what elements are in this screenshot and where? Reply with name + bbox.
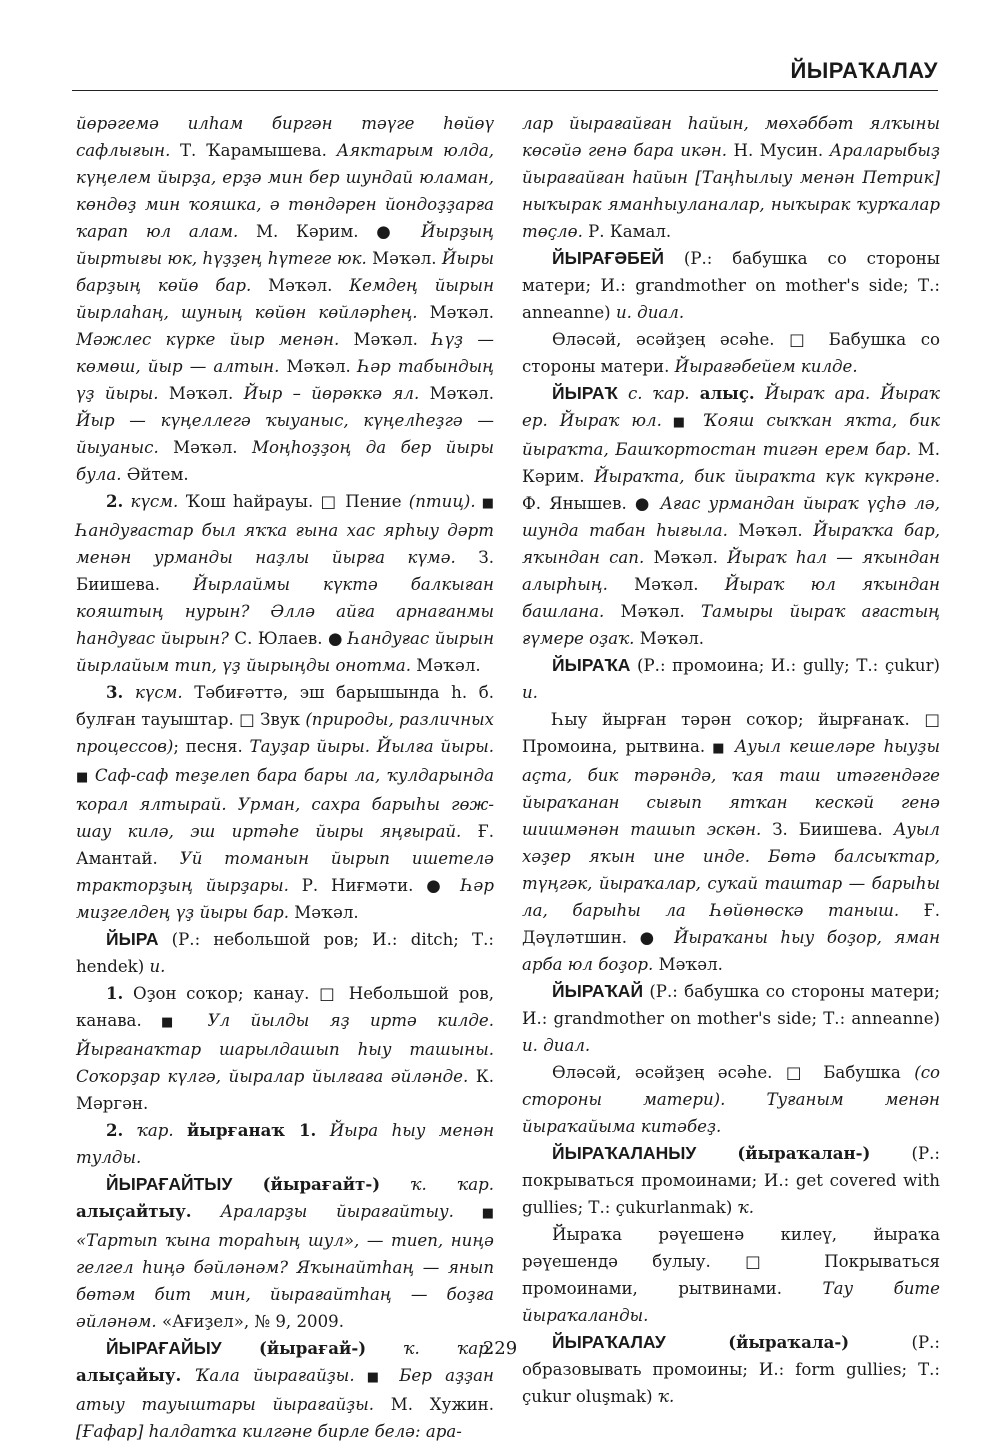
entry-text: Араларыбыҙ йырағайған һайын [Таңһылыу менән Петрик] ныҡырак яманһыуланалар, ныҡырак ҡурҡалар төҫлө.: [522, 141, 940, 241]
entry-text: күсм.: [134, 683, 183, 702]
entry-text: Моңһоҙҙоң да бер йыры була.: [76, 438, 494, 484]
entry-text: Ғ. Дәүләтшин. ●: [522, 901, 940, 947]
entry-text: Тауҙар йыры. Йылға йыры.: [249, 737, 494, 756]
entry-text: Тәбиғәттә, эш барышында һ. б. булған тауыштар. □ Звук: [76, 683, 494, 729]
entry-text: 2.: [106, 1120, 124, 1140]
entry-text: Йыраҡ юл яҡындан башлана.: [522, 575, 940, 621]
entry-text: Мәҡәл.: [411, 656, 481, 675]
entry-text: Йыраҡҡа бар, яҡындан сап.: [522, 521, 940, 567]
entry-text: (йырағай-): [258, 1338, 367, 1358]
entry-text: Мәҡәл.: [366, 249, 442, 268]
entry-text: Йыр – йөрәккә ял.: [243, 384, 420, 403]
headword: ЙЫРАҒӘБЕЙ: [552, 248, 664, 268]
headword: ЙЫРА: [106, 929, 159, 949]
entry-text: Өләсәй, әсәйҙең әсәһе. □ Бабушка со стороны матери.: [522, 330, 940, 376]
entry-text: Мәҡәл.: [158, 438, 252, 457]
entry-text: алыҫ.: [699, 383, 755, 403]
entry-text: Мәҡәл.: [339, 330, 433, 349]
dictionary-entry: [522, 978, 940, 1059]
entry-text: [690, 384, 700, 403]
dictionary-entry: [522, 110, 940, 245]
headword: ЙЫРАҠА: [552, 655, 631, 675]
entry-text: Һәр табындың үҙ йыры.: [76, 357, 494, 403]
entry-text: Р. Ниғмәти. ●: [288, 876, 462, 895]
headword: ЙЫРАҠАЙ: [552, 981, 644, 1001]
entry-text: Мәҡәл.: [419, 384, 494, 403]
entry-text: Ҡала йырағайҙы.: [194, 1366, 355, 1385]
entry-text: (природы, различных процессов): [76, 710, 495, 756]
headword: ЙЫРАҠ: [552, 383, 618, 403]
entry-text: Мәҡәл.: [417, 303, 494, 322]
entry-text: Йыраҡаны һыу боҙор, яман арба юл боҙор.: [522, 928, 941, 974]
entry-text: [192, 1202, 221, 1221]
example-marker: ■: [76, 770, 95, 785]
dictionary-entry: [522, 1221, 940, 1329]
entry-text: Йырлаймы күктә балкыған кояштың нурын? Әллә айға арнағанмы һандуғас йырын?: [76, 575, 494, 648]
entry-text: [316, 1121, 329, 1140]
entry-text: Мәҡәл.: [607, 575, 725, 594]
entry-text: Мәҡәл.: [727, 521, 814, 540]
header-rule: [72, 90, 938, 91]
entry-text: [755, 384, 765, 403]
entry-text: Һыу йырған тәрән соҡор; йырғанаҡ. □ Промоина, рытвина.: [522, 710, 940, 756]
entry-text: Йыры барҙың көйө бар.: [76, 249, 494, 295]
entry-text: Ҡош һайрауы. □ Пение: [178, 492, 409, 511]
entry-text: ҡ. ҡар.: [410, 1175, 494, 1194]
entry-text: Араларҙы йырағайтыу.: [220, 1202, 454, 1221]
entry-text: К. Мәргән.: [76, 1067, 494, 1113]
entry-text: Ғ. Амантай.: [76, 822, 494, 868]
entry-text: Уй томанын йырып ишетелә тракторҙың йырҙары.: [76, 849, 494, 895]
entry-text: Йыраҡ һал — яҡындан алырһың.: [522, 548, 940, 594]
entry-text: [123, 492, 130, 511]
entry-text: Т. Ҡарамышева.: [170, 141, 337, 160]
entry-text: М. Хужин.: [374, 1395, 494, 1414]
entry-text: Н. Мусин.: [727, 141, 830, 160]
entry-text: с. ҡар.: [627, 384, 690, 403]
entry-text: Йыр — күңеллегә ҡыуаныс, күңелһеҙгә — йыуаныс.: [76, 411, 494, 457]
entry-text: Йыраҡа рәүешенә килеү, йыраҡа рәүешендә булыу. □ Покрываться промоинами, рытвинами.: [522, 1225, 940, 1298]
dictionary-entry: [522, 1059, 940, 1140]
entry-text: Р. Камал.: [582, 222, 672, 241]
entry-text: Мәҡәл.: [653, 955, 723, 974]
example-marker: ■: [354, 1370, 400, 1385]
example-marker: ■: [705, 741, 735, 756]
entry-text: Ағас урмандан йыраҡ үҫһә лә, шунда табан һығыла.: [522, 494, 940, 540]
entry-text: Мәжлес күрке йыр менән.: [76, 330, 340, 349]
entry-text: Һандуғастар был яҡҡа ғына хас ярһыу дәрт менән урманды наҙлы йырға күмә.: [76, 521, 494, 567]
dictionary-entry: [522, 380, 940, 652]
entry-text: ҡар.: [136, 1121, 174, 1140]
entry-text: Мәҡәл.: [251, 276, 350, 295]
entry-text: Тау бите йыраҡаланды.: [522, 1279, 940, 1325]
entry-text: Әйтем.: [121, 465, 189, 484]
entry-text: (Р.: промоина; И.: gully; Т.: çukur): [630, 656, 940, 675]
entry-text: (йырағайт-): [262, 1174, 381, 1194]
headword: ЙЫРАҠАЛАУ: [552, 1332, 666, 1352]
entry-text: [123, 1121, 136, 1140]
entry-text: ; песня.: [173, 737, 250, 756]
dictionary-entry: [522, 1140, 940, 1221]
entry-text: и. диал.: [615, 303, 685, 322]
entry-text: алыҫайыу.: [76, 1365, 182, 1385]
entry-text: З. Биишева.: [761, 820, 894, 839]
entry-text: Һандуғас йырын йырлайым тип, үҙ йырыңды онотма.: [76, 629, 495, 675]
dictionary-entry: [76, 1171, 494, 1335]
entry-text: Бер аҙҙан атыу тауыштары йырағайҙы.: [76, 1366, 494, 1414]
entry-text: [123, 683, 135, 702]
dictionary-entry: [522, 326, 940, 380]
entry-text: 1.: [106, 983, 124, 1003]
headword: ЙЫРАҒАЙТЫУ: [106, 1174, 233, 1194]
entry-text: Ф. Янышев. ●: [522, 494, 661, 513]
entry-text: Аяктарым юлда, күңелем йырҙа, ерҙә мин бер шундай юламан, көндөҙ мин ҡояшка, ә төндәрен йондоҙҙарға ҡарап юл алам.: [76, 141, 494, 241]
entry-text: Йыраҡта, бик йыраҡта күк күкрәне.: [594, 467, 940, 486]
entry-text: и. диал.: [522, 1036, 591, 1055]
entry-text: Өләсәй, әсәйҙең әсәһе. □ Бабушка: [552, 1063, 915, 1082]
entry-text: 3.: [106, 682, 124, 702]
headword: ЙЫРАҒАЙЫУ: [106, 1338, 222, 1358]
entry-text: Йырағәбейем килде.: [674, 357, 858, 376]
entry-text: Мәҡәл.: [604, 602, 701, 621]
entry-text: йырғанаҡ 1.: [187, 1120, 317, 1140]
entry-text: [232, 1175, 262, 1194]
entry-text: Ул йылды яҙ иртә килде. Йырғанаҡтар шарылдашып һыу ташыны. Соҡорҙар күлгә, йыралар йылғаға әйләнде.: [76, 1011, 494, 1086]
entry-text: Һәр миҙгелдең үҙ йыры бар.: [76, 876, 494, 922]
running-head: ЙЫРАҠАЛАУ: [790, 58, 938, 83]
entry-text: [Ғафар] һалдатҡа килгәне бирле белә: ара-: [76, 1422, 462, 1441]
entry-text: (со стороны матери). Туғаным менән йыраҡайыма китәбеҙ.: [522, 1063, 940, 1136]
entry-text: (Р.: бабушка со стороны матери; И.: grandmother on mother's side; Т.: anneanne): [522, 249, 940, 322]
entry-text: йөрәгемә илһам биргән тәүге һөйөү сафлығын.: [76, 114, 494, 160]
entry-text: «Ағиҙел», № 9, 2009.: [156, 1312, 344, 1331]
entry-text: Мәҡәл.: [279, 357, 358, 376]
entry-text: М. Кәрим. ●: [238, 222, 421, 241]
dictionary-entry: [76, 980, 494, 1117]
entry-text: Мәҡәл.: [158, 384, 244, 403]
entry-text: М. Кәрим.: [522, 440, 940, 486]
entry-text: [618, 384, 628, 403]
headword: ЙЫРАҠАЛАНЫУ: [552, 1143, 697, 1163]
entry-text: (Р.: небольшой ров; И.: ditch; Т.: hendek): [76, 930, 494, 976]
entry-text: ҡ.: [737, 1198, 754, 1217]
dictionary-entry: [522, 245, 940, 326]
entry-text: «Тартып ҡына тораһың шул», — тиеп, ниңә гелгел һиңә бәйләнәм? Яҡынайтһаң — янып бөтәм бит мин, йырағайтһаң — боҙға әйләнәм.: [76, 1231, 494, 1331]
entry-text: (Р.: бабушка со стороны матери; И.: grandmother on mother's side; Т.: anneanne): [522, 982, 940, 1028]
entry-text: Мәҡәл.: [289, 903, 359, 922]
entry-text: Кемдең йырын йырлаһаң, шуның көйөн көйләрһең.: [76, 276, 494, 322]
entry-text: Йыраҡ ара. Йыраҡ ер. Йыраҡ юл.: [522, 384, 941, 430]
entry-text: Йыра һыу менән тулды.: [76, 1121, 495, 1167]
entry-text: Мәҡәл.: [634, 629, 705, 648]
entry-text: Саф-саф теҙелеп бара бары ла, ҡулдарында ҡорал ялтырай. Урман, сахра барыһы гөж-шау килә, эш иртәһе йыры яңғырай.: [76, 766, 494, 841]
entry-text: күсм.: [130, 492, 179, 511]
entry-text: (птиц).: [408, 492, 476, 511]
entry-text: ҡ. ҡар.: [403, 1339, 495, 1358]
example-marker: ■: [475, 496, 495, 511]
dictionary-entry: [76, 110, 494, 488]
entry-text: лар йырағайған һайын, мөхәббәт ялҡыны көсәйә генә бара икән.: [522, 114, 940, 160]
example-marker: ■: [661, 415, 703, 430]
entry-text: (йыраҡала-): [728, 1332, 850, 1352]
dictionary-entry: [76, 488, 494, 679]
entry-text: [181, 1366, 194, 1385]
entry-text: Тамыры йыраҡ ағастың ғүмере оҙаҡ.: [522, 602, 940, 648]
dictionary-entry: [76, 679, 494, 926]
entry-text: (Р.: образовывать промоины; И.: form gullies; Т.: çukur oluşmak): [522, 1333, 941, 1406]
right-column: [522, 110, 940, 1410]
entry-text: С. Юлаев. ●: [228, 629, 349, 648]
entry-text: Ауыл кешеләре һыуҙы аҫта, бик тәрәндә, ҡая таш итәгендәге йыраҡанан сығып ятҡан кескәй генә шишмәнән ташып эскән.: [522, 737, 940, 839]
entry-text: и.: [522, 683, 538, 702]
page-number: 229: [482, 1338, 518, 1359]
entry-text: Ҡояш сыҡҡан яҡта, бик йыраҡта, Башҡортостан тигән ерем бар.: [522, 411, 940, 459]
entry-text: [174, 1121, 187, 1140]
entry-text: Мәҡәл.: [644, 548, 728, 567]
entry-text: [696, 1144, 737, 1163]
entry-text: [380, 1175, 410, 1194]
dictionary-entry: [522, 706, 940, 978]
entry-text: Йырҙың йыртығы юк, һүҙҙең һүтеге юк.: [76, 222, 494, 268]
entry-text: (Р.: покрываться промоинами; И.: get covered with gullies; Т.: çukurlanmak): [522, 1144, 940, 1217]
entry-text: и.: [149, 957, 166, 976]
entry-text: 2.: [106, 491, 124, 511]
left-column: [76, 110, 494, 1445]
entry-text: алыҫайтыу.: [76, 1201, 192, 1221]
dictionary-entry: [76, 1117, 494, 1171]
example-marker: ■: [453, 1206, 494, 1221]
example-marker: ■: [141, 1015, 208, 1030]
entry-text: З. Биишева.: [76, 548, 495, 594]
entry-text: ҡ.: [657, 1387, 675, 1406]
dictionary-entry: [76, 926, 494, 980]
entry-text: (йыраҡалан-): [737, 1143, 871, 1163]
dictionary-entry: [522, 652, 940, 706]
entry-text: Ауыл хәҙер яҡын ине инде. Бөтә балсыҡтар, түңгәк, йыраҡалар, суҡай таштар — барыһы ла, барыһы ла Һөйөнөскә таныш.: [522, 820, 940, 920]
entry-text: Һүҙ — көмөш, йыр — алтын.: [76, 330, 494, 376]
entry-text: Оҙон соҡор; канау. □ Небольшой ров, канава.: [76, 984, 494, 1030]
